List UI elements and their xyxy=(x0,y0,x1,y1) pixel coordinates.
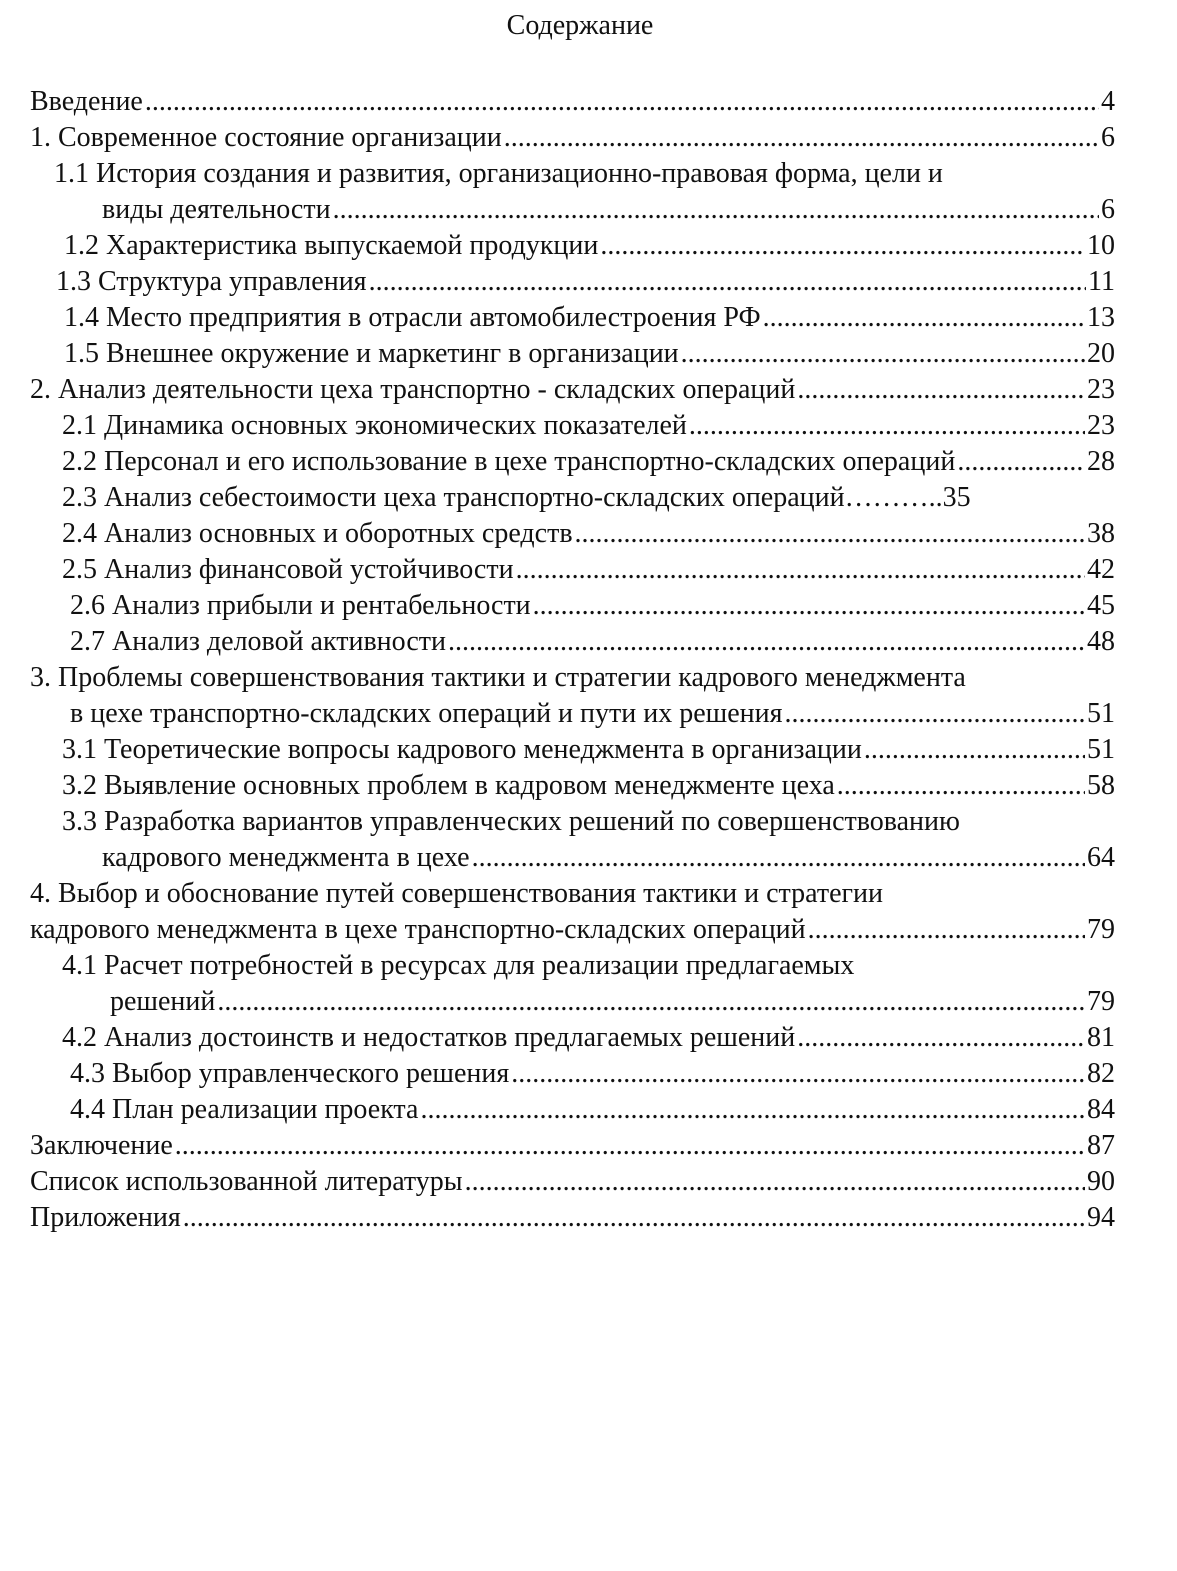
toc-entry-label: 1.5 Внешнее окружение и маркетинг в организации xyxy=(64,338,679,369)
dot-leader xyxy=(763,300,1085,336)
toc-entry xyxy=(30,156,1115,192)
toc-entry xyxy=(30,876,1115,912)
toc-entry xyxy=(30,804,1115,840)
toc-entry xyxy=(30,552,1115,588)
toc-entry-label: Приложения xyxy=(30,1202,181,1233)
toc-entry-label: 3.1 Теоретические вопросы кадрового менеджмента в организации xyxy=(62,734,862,765)
toc-entry-page: 84 xyxy=(1087,1094,1115,1125)
toc-entry-label: 4.4 План реализации проекта xyxy=(70,1094,419,1125)
toc-entry-page: 10 xyxy=(1087,230,1115,261)
dot-leader xyxy=(183,1200,1085,1236)
toc-entry-label: Введение xyxy=(30,86,143,117)
toc-entry-label: Заключение xyxy=(30,1130,173,1161)
toc-entry-page: 28 xyxy=(1087,446,1115,477)
toc-entry-label: 3. Проблемы совершенствования тактики и стратегии кадрового менеджмента xyxy=(30,662,966,693)
toc-entry xyxy=(30,300,1115,336)
dot-leader xyxy=(217,984,1085,1020)
toc-entry xyxy=(30,1020,1115,1056)
toc-entry-page: 79 xyxy=(1087,986,1115,1017)
dot-leader xyxy=(533,588,1085,624)
toc-entry-page: 79 xyxy=(1087,914,1115,945)
toc-entry xyxy=(30,660,1115,696)
dot-leader xyxy=(504,120,1099,156)
toc-entry-label: 4.1 Расчет потребностей в ресурсах для реализации предлагаемых xyxy=(62,950,855,981)
dot-leader xyxy=(145,84,1099,120)
toc-entry-page: 4 xyxy=(1101,86,1115,117)
toc-entry xyxy=(30,912,1115,948)
toc-entry xyxy=(30,1092,1115,1128)
toc-entry xyxy=(30,948,1115,984)
dot-leader xyxy=(333,192,1099,228)
toc-entry-label: 1.1 История создания и развития, организационно-правовая форма, цели и xyxy=(54,158,943,189)
dot-leader xyxy=(957,444,1085,480)
toc-entry xyxy=(30,1128,1115,1164)
dot-leader xyxy=(689,408,1085,444)
toc-entry-page: 51 xyxy=(1087,698,1115,729)
toc-entry-label: 4. Выбор и обоснование путей совершенствования тактики и стратегии xyxy=(30,878,883,909)
toc-entry-page: 20 xyxy=(1087,338,1115,369)
toc-entry-page: 51 xyxy=(1087,734,1115,765)
dot-leader xyxy=(420,1092,1085,1128)
toc-entry xyxy=(30,264,1115,300)
toc-entry-page: 13 xyxy=(1087,302,1115,333)
dot-leader xyxy=(472,840,1085,876)
dot-leader xyxy=(175,1128,1085,1164)
toc-entry-label: Список использованной литературы xyxy=(30,1166,463,1197)
dot-leader xyxy=(448,624,1085,660)
toc-entry xyxy=(30,516,1115,552)
toc-entry xyxy=(30,984,1115,1020)
toc-entry-label: 2.2 Персонал и его использование в цехе транспортно-складских операций xyxy=(62,446,956,477)
dot-leader xyxy=(575,516,1085,552)
dot-leader xyxy=(516,552,1085,588)
toc-entry-page: 87 xyxy=(1087,1130,1115,1161)
toc-entry-page: 82 xyxy=(1087,1058,1115,1089)
toc-entry xyxy=(30,1164,1115,1200)
dot-leader xyxy=(808,912,1085,948)
toc-entry-page: 23 xyxy=(1087,410,1115,441)
dot-leader xyxy=(465,1164,1085,1200)
toc-entry-label: решений xyxy=(110,986,216,1017)
toc-entry xyxy=(30,1056,1115,1092)
dot-leader xyxy=(600,228,1085,264)
dot-leader xyxy=(369,264,1086,300)
toc-entry-label: кадрового менеджмента в цехе xyxy=(102,842,470,873)
table-of-contents xyxy=(30,84,1115,1236)
toc-entry-page: 6 xyxy=(1101,194,1115,225)
toc-entry-label: виды деятельности xyxy=(102,194,331,225)
toc-entry-label: 4.2 Анализ достоинств и недостатков предлагаемых решений xyxy=(62,1022,796,1053)
toc-entry-page: 64 xyxy=(1087,842,1115,873)
toc-entry-label: кадрового менеджмента в цехе транспортно-складских операций xyxy=(30,914,806,945)
page-title: Содержание xyxy=(506,10,654,41)
toc-entry xyxy=(30,840,1115,876)
toc-entry xyxy=(30,120,1115,156)
toc-entry-page: 11 xyxy=(1088,266,1115,297)
toc-entry xyxy=(30,588,1115,624)
toc-entry-label: в цехе транспортно-складских операций и пути их решения xyxy=(70,698,783,729)
toc-entry xyxy=(30,768,1115,804)
toc-entry xyxy=(30,696,1115,732)
dot-leader xyxy=(864,732,1085,768)
toc-entry xyxy=(30,408,1115,444)
toc-entry xyxy=(30,84,1115,120)
toc-entry-label: 4.3 Выбор управленческого решения xyxy=(70,1058,510,1089)
toc-entry-label: 2.3 Анализ себестоимости цеха транспортно-складских операций………..35 xyxy=(62,482,971,513)
toc-entry-label: 2.5 Анализ финансовой устойчивости xyxy=(62,554,514,585)
toc-entry-page: 58 xyxy=(1087,770,1115,801)
toc-entry-label: 2.7 Анализ деловой активности xyxy=(70,626,446,657)
toc-entry xyxy=(30,1200,1115,1236)
dot-leader xyxy=(681,336,1085,372)
toc-entry xyxy=(30,732,1115,768)
toc-entry-label: 1.4 Место предприятия в отрасли автомобилестроения РФ xyxy=(64,302,761,333)
toc-entry-page: 38 xyxy=(1087,518,1115,549)
toc-entry-page: 42 xyxy=(1087,554,1115,585)
dot-leader xyxy=(797,1020,1085,1056)
dot-leader xyxy=(837,768,1085,804)
toc-entry-page: 90 xyxy=(1087,1166,1115,1197)
toc-entry xyxy=(30,336,1115,372)
toc-entry-label: 2.6 Анализ прибыли и рентабельности xyxy=(70,590,531,621)
toc-entry xyxy=(30,192,1115,228)
toc-entry-label: 3.3 Разработка вариантов управленческих решений по совершенствованию xyxy=(62,806,960,837)
toc-entry-label: 1.3 Структура управления xyxy=(56,266,367,297)
toc-entry xyxy=(30,480,1115,516)
toc-entry-page: 48 xyxy=(1087,626,1115,657)
dot-leader xyxy=(511,1056,1085,1092)
toc-entry-label: 1. Современное состояние организации xyxy=(30,122,502,153)
toc-entry xyxy=(30,624,1115,660)
toc-entry xyxy=(30,228,1115,264)
toc-entry-page: 6 xyxy=(1101,122,1115,153)
toc-entry xyxy=(30,372,1115,408)
dot-leader xyxy=(785,696,1086,732)
toc-entry-page: 94 xyxy=(1087,1202,1115,1233)
toc-entry-label: 2.4 Анализ основных и оборотных средств xyxy=(62,518,573,549)
toc-entry-page: 81 xyxy=(1087,1022,1115,1053)
toc-entry xyxy=(30,444,1115,480)
toc-entry-label: 1.2 Характеристика выпускаемой продукции xyxy=(64,230,599,261)
dot-leader xyxy=(797,372,1085,408)
toc-entry-label: 2.1 Динамика основных экономических показателей xyxy=(62,410,687,441)
toc-entry-label: 3.2 Выявление основных проблем в кадровом менеджменте цеха xyxy=(62,770,835,801)
toc-entry-page: 23 xyxy=(1087,374,1115,405)
toc-entry-page: 45 xyxy=(1087,590,1115,621)
toc-entry-label: 2. Анализ деятельности цеха транспортно - складских операций xyxy=(30,374,796,405)
